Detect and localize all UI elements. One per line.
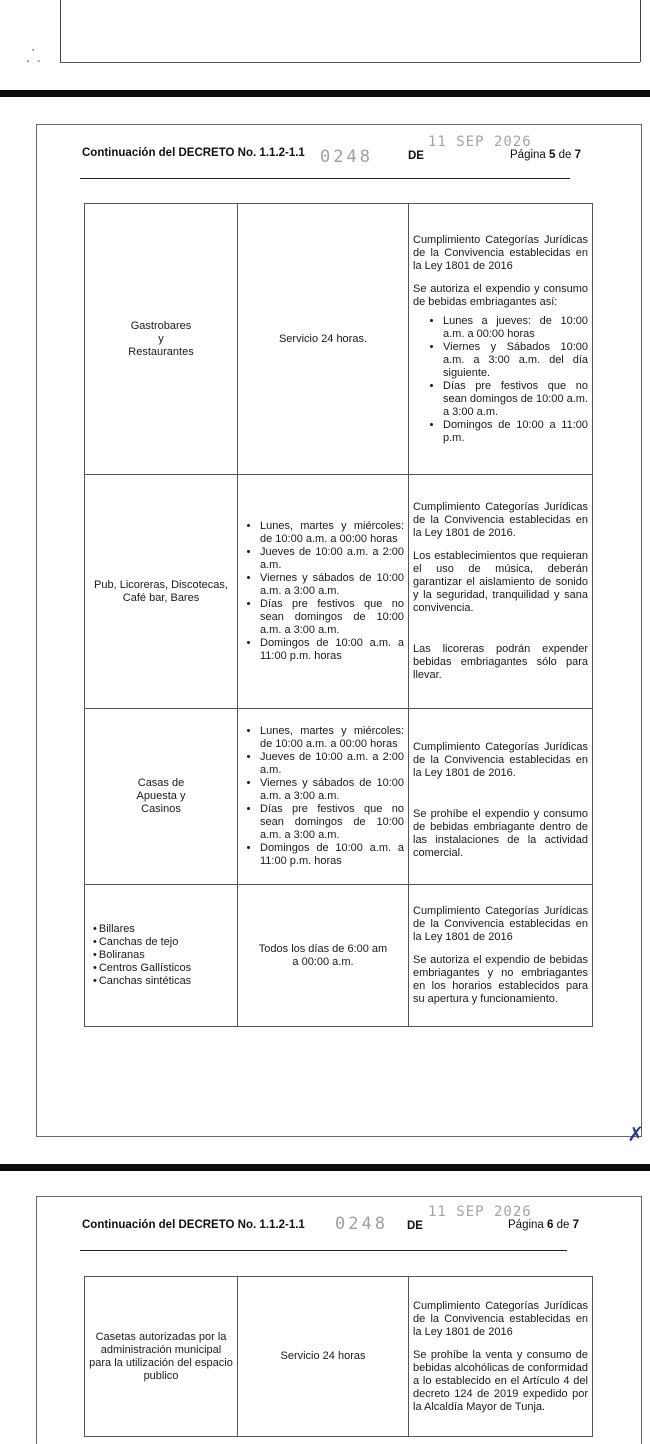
decree-label: Continuación del DECRETO No. xyxy=(82,1219,257,1231)
page6-border-right xyxy=(641,1196,642,1444)
table-row xyxy=(85,709,593,885)
table-bottom-line xyxy=(60,62,640,63)
page5-border-bottom xyxy=(36,1136,642,1137)
compliance-cell: Cumplimiento Categorías Jurídicas de la Convivencia establecidas en la Ley 1801 de 2016 Se prohíbe la venta y consumo de bebidas alcohólicas de conformidad a lo establecido en el Artículo 4 del decreto 124 de 2019 expedido por la Alcaldía Mayor de Tunja. xyxy=(409,1277,593,1437)
table-row xyxy=(85,475,593,709)
schedule-cell: Todos los días de 6:00 am a 00:00 a.m. xyxy=(238,885,409,1027)
page5-border-right xyxy=(641,124,642,1136)
establishment-cell: Gastrobares y Restaurantes xyxy=(85,204,238,475)
page6-border-left xyxy=(36,1196,37,1444)
page-separator xyxy=(0,90,650,97)
page-separator xyxy=(0,1164,650,1171)
days-list: • Lunes a jueves: de 10:00 a.m. a 00:00 horas • Viernes y Sábados 10:00 a.m. a 3:00 a.m. del día siguiente. • Días pre festivos que no sean domingos de 10:00 a.m. a 3:00 a.m. • Domingos de 10:00 a 11:00 p.m. xyxy=(413,315,588,445)
header-rule xyxy=(80,1250,567,1251)
compliance-cell: Cumplimiento Categorías Jurídicas de la Convivencia establecidas en la Ley 1801 de 2016. Los establecimientos que requieran el uso de música, deberán garantizar el aislamiento de sonido y la seguridad, tranquilidad y sana convivencia. Las licoreras podrán expender bebidas embriagantes sólo para llevar. xyxy=(409,475,593,709)
page5-header xyxy=(82,147,305,159)
decree-number: 1.1.2-1.1 xyxy=(259,1219,305,1231)
compliance-cell: Cumplimiento Categorías Jurídicas de la Convivencia establecidas en la Ley 1801 de 2016. Se prohíbe el expendio y consumo de bebidas embriagante dentro de las instalaciones de la actividad comercial. xyxy=(409,709,593,885)
table-row xyxy=(85,204,593,475)
decree-stamp-number: 0248 xyxy=(335,1214,388,1234)
decree-stamp-number: 0248 xyxy=(320,147,373,167)
establishment-list: • Billares • Canchas de tejo • Boliranas • Centros Gallísticos • Canchas sintéticas xyxy=(89,923,233,988)
previous-page-remnant xyxy=(0,0,650,70)
de-label: DE xyxy=(407,1220,423,1232)
establishment-cell: Pub, Licoreras, Discotecas, Café bar, Bares xyxy=(85,475,238,709)
page5-border-left xyxy=(36,124,37,1136)
decree-label: Continuación del DECRETO No. xyxy=(82,147,257,159)
schedule-cell: Servicio 24 horas xyxy=(238,1277,409,1437)
compliance-cell: Cumplimiento Categorías Jurídicas de la Convivencia establecidas en la Ley 1801 de 2016 Se autoriza el expendio y consumo de bebidas embriagantes así: • Lunes a jueves: de 10:00 a.m. a 00:00 horas • Viernes y Sábados 10:00 a.m. a 3:00 a.m. del día siguiente. • Días pre festivos que no sean domingos de 10:00 a.m. a 3:00 a.m. • Domingos de 10:00 a 11:00 p.m. xyxy=(409,204,593,475)
schedule-table-page6 xyxy=(84,1276,593,1437)
establishment-cell xyxy=(85,885,238,1027)
date-stamp: 11 SEP 2026 xyxy=(428,134,532,150)
schedule-list: • Lunes, martes y miércoles: de 10:00 a.m. a 00:00 horas • Jueves de 10:00 a.m. a 2:00 a.m. • Viernes y sábados de 10:00 a.m. a 3:00 a.m. • Días pre festivos que no sean domingos de 10:00 a.m. a 3:00 a.m. • Domingos de 10:00 a.m. a 11:00 p.m. horas xyxy=(242,725,404,868)
page-border-left xyxy=(60,0,61,62)
compliance-cell: Cumplimiento Categorías Jurídicas de la Convivencia establecidas en la Ley 1801 de 2016 Se autoriza el expendio de bebidas embriagantes y no embriagantes en los horarios establecidos para su apertura y funcionamiento. xyxy=(409,885,593,1027)
establishment-cell: Casetas autorizadas por la administración municipal para la utilización del espacio publico xyxy=(85,1277,238,1437)
header-rule xyxy=(80,178,570,179)
schedule-cell xyxy=(238,709,409,885)
date-stamp: 11 SEP 2026 xyxy=(428,1204,532,1220)
page6-border-top xyxy=(36,1196,642,1197)
ink-mark: ⸫ xyxy=(26,46,41,66)
establishment-cell: Casas de Apuesta y Casinos xyxy=(85,709,238,885)
schedule-list: • Lunes, martes y miércoles: de 10:00 a.m. a 00:00 horas • Jueves de 10:00 a.m. a 2:00 a.m. • Viernes y sábados de 10:00 a.m. a 3:00 a.m. • Días pre festivos que no sean domingos de 10:00 a.m. a 3:00 a.m. • Domingos de 10:00 a.m. a 11:00 p.m. horas xyxy=(242,520,404,663)
page6-header xyxy=(82,1219,305,1231)
page-indicator: Página 5 de 7 xyxy=(510,149,582,161)
schedule-table-page5 xyxy=(84,203,593,1027)
check-mark-icon: ✗ xyxy=(627,1124,644,1146)
page-border-right xyxy=(640,0,641,62)
page-indicator: Página 6 de 7 xyxy=(508,1219,580,1231)
de-label: DE xyxy=(408,150,424,162)
page5-border-top xyxy=(36,124,642,125)
table-row xyxy=(85,885,593,1027)
schedule-cell xyxy=(238,475,409,709)
decree-number: 1.1.2-1.1 xyxy=(259,147,305,159)
table-row xyxy=(85,1277,593,1437)
schedule-cell: Servicio 24 horas. xyxy=(238,204,409,475)
